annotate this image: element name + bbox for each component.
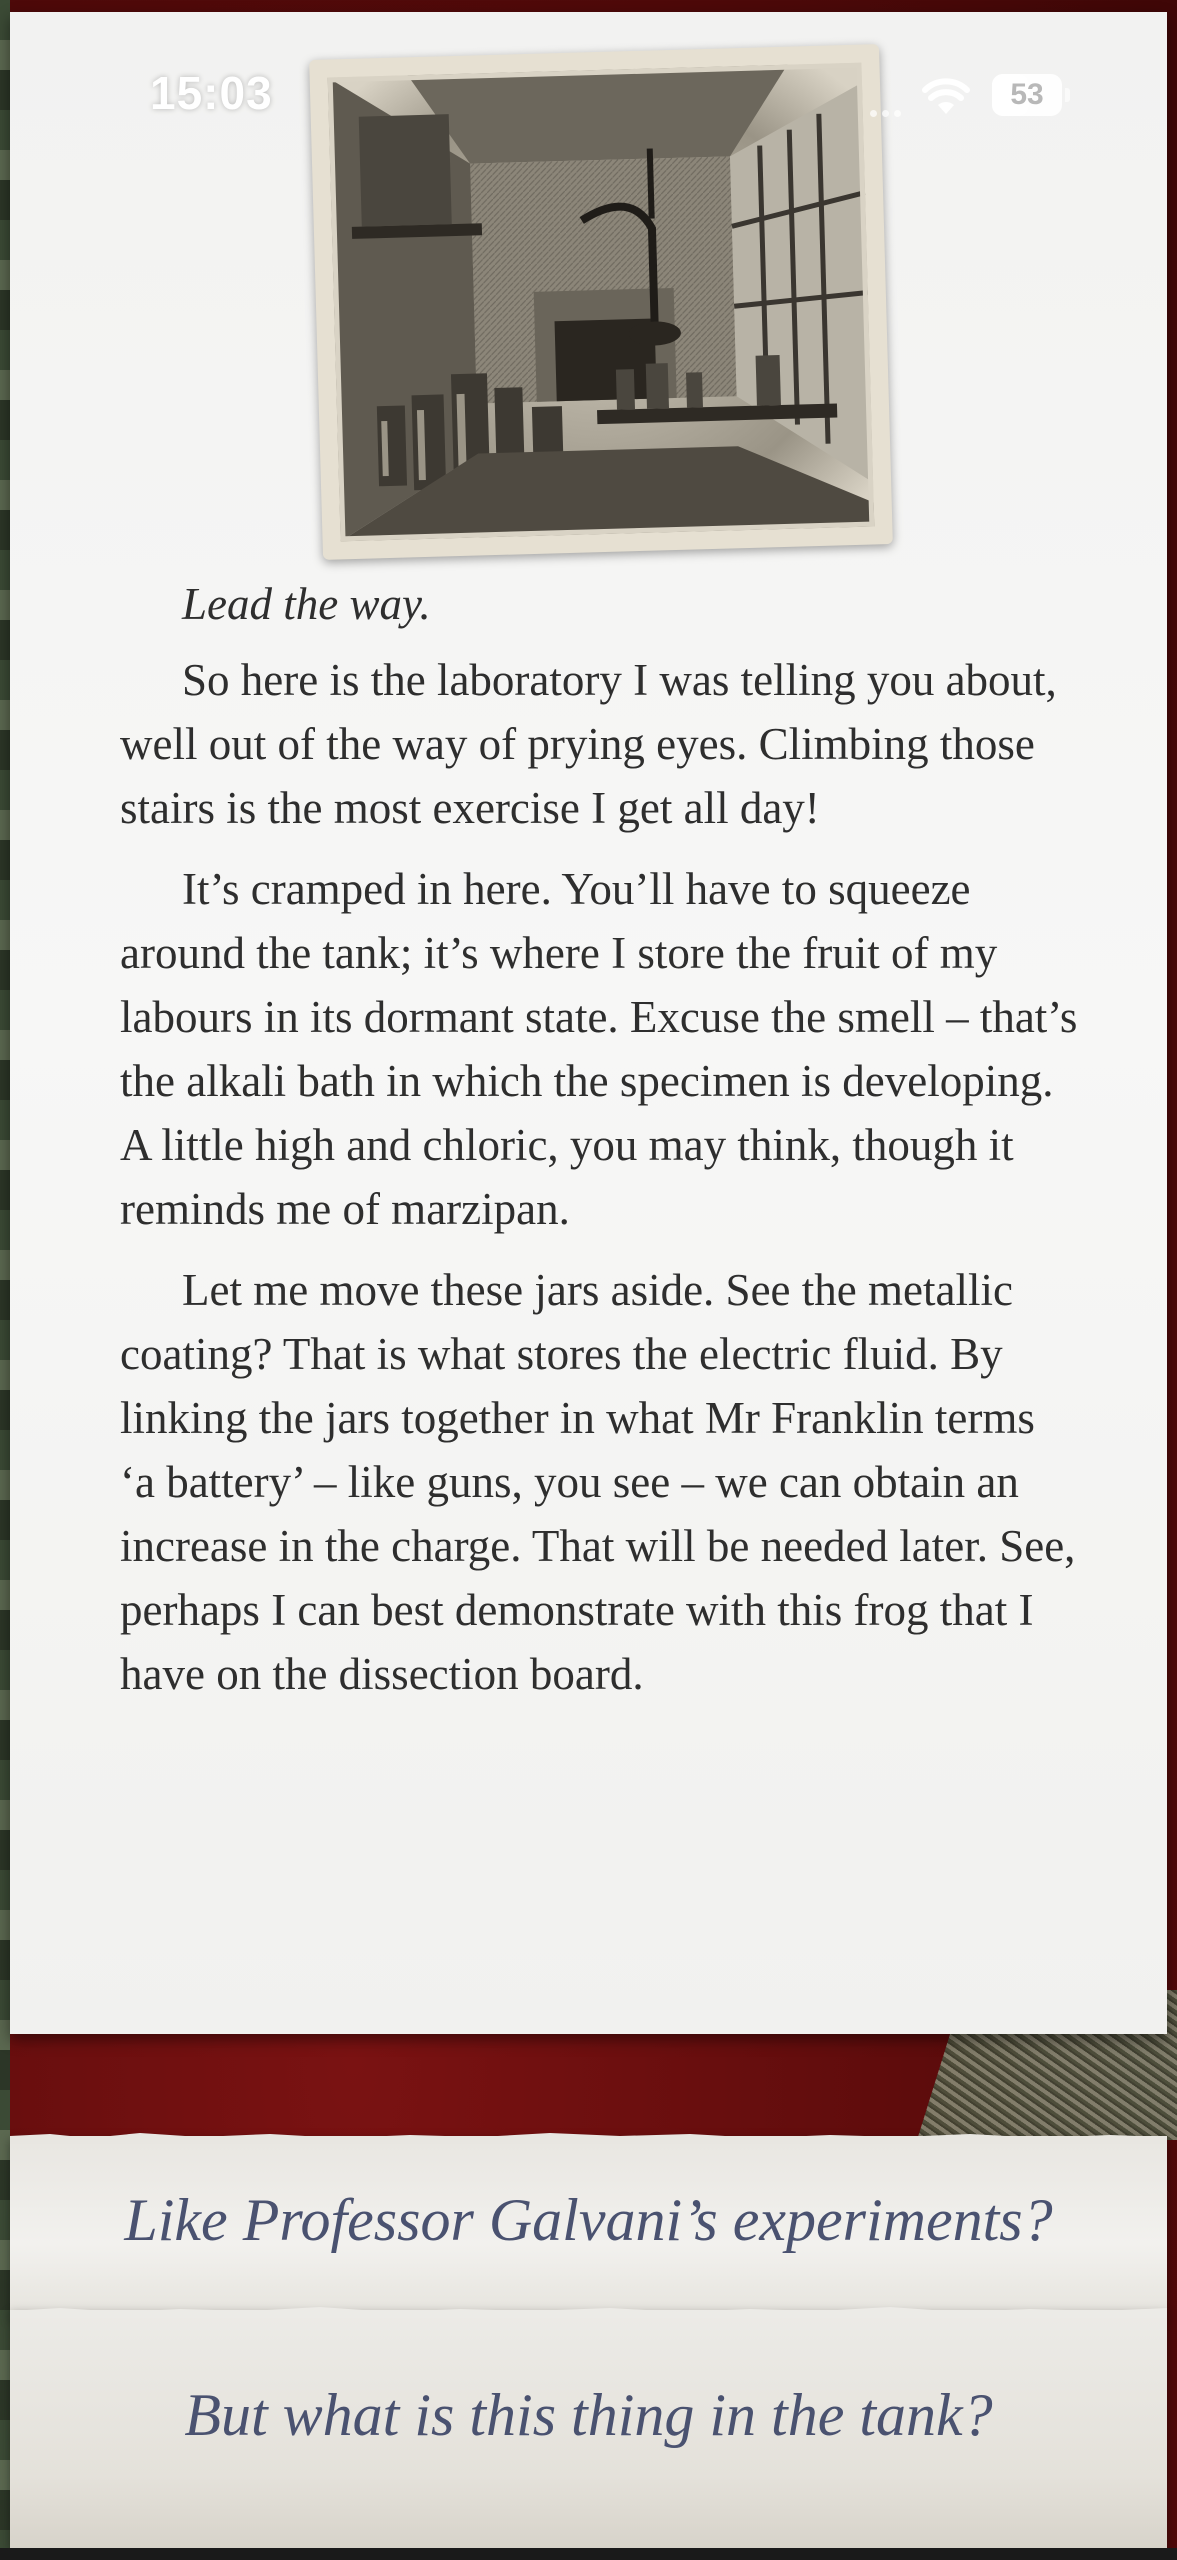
choice-button[interactable] (10, 2310, 1167, 2548)
wifi-icon (922, 78, 970, 116)
background-engraving-edge (0, 0, 10, 2560)
status-bar (0, 0, 1177, 190)
status-time: 15:03 (150, 67, 273, 119)
story-paragraph: It’s cramped in here. You’ll have to squeeze around the tank; it’s where I store the fruit of my labours in its dormant state. Excuse the smell – that’s the alkali bath in which the specimen is developing. A little high and chloric, you may think, though it reminds me of marzipan. (120, 864, 1078, 1234)
bottom-edge (0, 2548, 1177, 2560)
story-page[interactable] (10, 12, 1167, 2034)
cellular-signal-icon (870, 104, 910, 112)
battery-icon (992, 74, 1072, 118)
battery-percentage: 53 (1010, 78, 1044, 111)
story-paragraph: So here is the laboratory I was telling you about, well out of the way of prying eyes. Climbing those stairs is the most exercise I get all day! (120, 655, 1057, 833)
choice-label: But what is this thing in the tank? (184, 2382, 993, 2448)
choice-label: Like Professor Galvani’s experiments? (124, 2187, 1053, 2253)
story-text (120, 572, 1080, 1723)
choice-button[interactable] (10, 2136, 1167, 2316)
story-paragraph: Let me move these jars aside. See the metallic coating? That is what stores the electric fluid. By linking the jars together in what Mr Franklin terms ‘a battery’ – like guns, you see – we can obtain an increase in the charge. That will be needed later. See, perhaps I can best demonstrate with this frog that I have on the dissection board. (120, 1265, 1076, 1699)
torn-edge (10, 2130, 1167, 2144)
player-speech: Lead the way. (182, 579, 431, 629)
torn-edge (10, 2304, 1167, 2318)
